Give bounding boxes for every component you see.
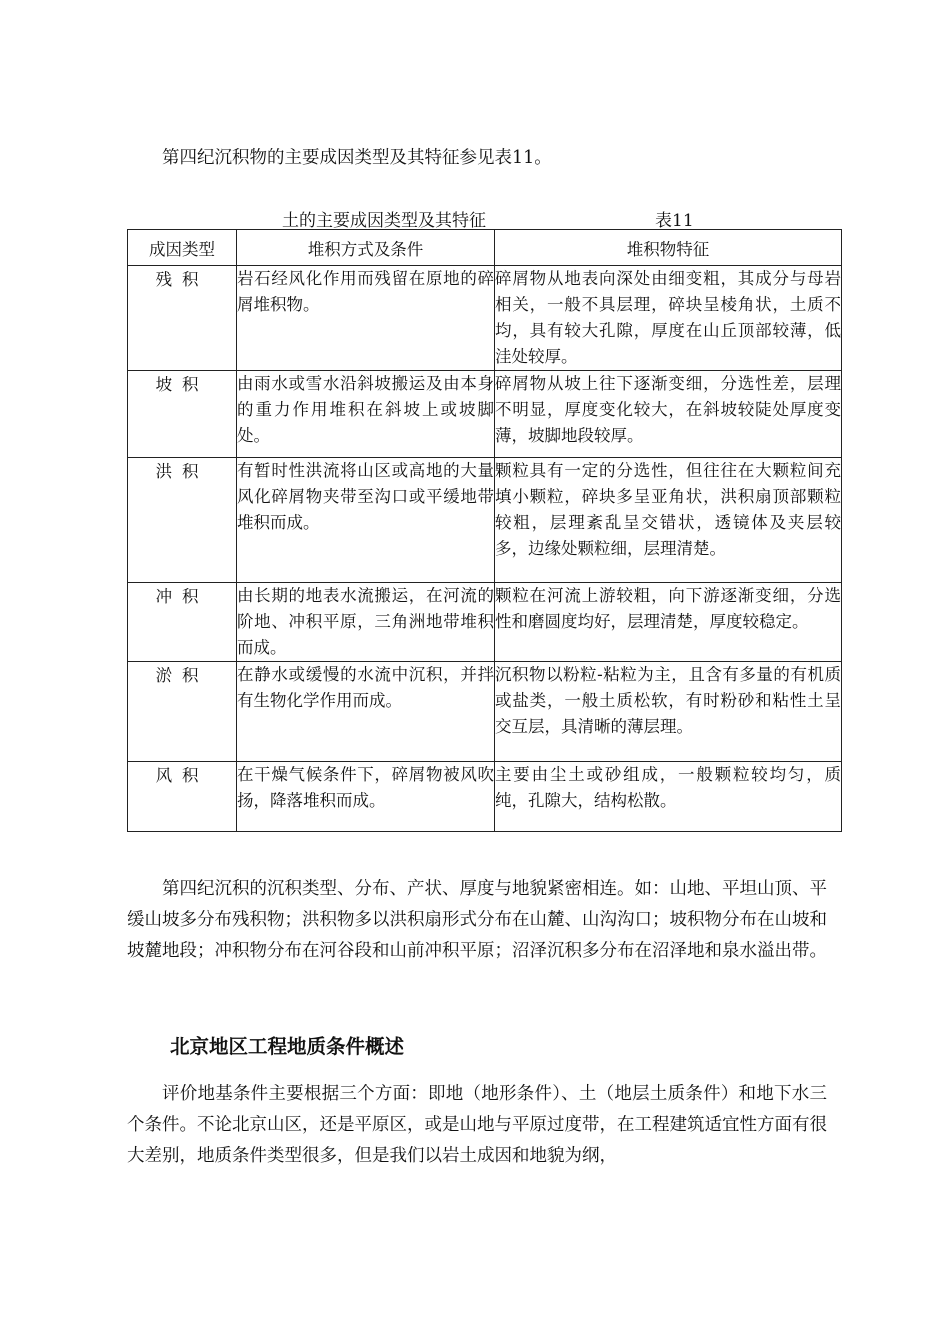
section-heading: 北京地区工程地质条件概述	[170, 1035, 405, 1058]
table-row	[128, 762, 842, 832]
table-row	[128, 662, 842, 762]
row-condition: 由雨水或雪水沿斜坡搬运及由本身的重力作用堆积在斜坡上或坡脚处。	[237, 371, 495, 458]
table-row	[128, 371, 842, 458]
row-feature: 沉积物以粉粒-粘粒为主，且含有多量的有机质或盐类，一般土质松软，有时粉砂和粘性土呈交互层，具清晰的薄层理。	[495, 662, 842, 762]
row-feature: 颗粒具有一定的分选性，但往往在大颗粒间充填小颗粒，碎块多呈亚角状，洪积扇顶部颗粒较粗，层理紊乱呈交错状，透镜体及夹层较多，边缘处颗粒细，层理清楚。	[495, 458, 842, 583]
sediment-types-table	[127, 229, 842, 832]
row-type: 冲积	[128, 583, 237, 662]
row-condition: 有暂时性洪流将山区或高地的大量风化碎屑物夹带至沟口或平缓地带堆积而成。	[237, 458, 495, 583]
row-condition: 在静水或缓慢的水流中沉积，并拌有生物化学作用而成。	[237, 662, 495, 762]
header-accumulation-condition: 堆积方式及条件	[237, 230, 495, 266]
row-feature: 主要由尘土或砂组成，一般颗粒较均匀，质纯，孔隙大，结构松散。	[495, 762, 842, 832]
row-condition: 岩石经风化作用而残留在原地的碎屑堆积物。	[237, 266, 495, 371]
table-header-row	[128, 230, 842, 266]
row-feature: 碎屑物从坡上往下逐渐变细，分选性差，层理不明显，厚度变化较大，在斜坡较陡处厚度变薄，坡脚地段较厚。	[495, 371, 842, 458]
row-type: 残积	[128, 266, 237, 371]
distribution-paragraph: 第四纪沉积的沉积类型、分布、产状、厚度与地貌紧密相连。如：山地、平坦山顶、平缓山坡多分布残积物；洪积物多以洪积扇形式分布在山麓、山沟沟口；坡积物分布在山坡和坡麓地段；冲积物分布在河谷段和山前冲积平原；沼泽沉积多分布在沼泽地和泉水溢出带。	[127, 879, 827, 961]
row-feature: 颗粒在河流上游较粗，向下游逐渐变细，分选性和磨圆度均好，层理清楚，厚度较稳定。	[495, 583, 842, 662]
row-type: 淤积	[128, 662, 237, 762]
table-caption-number: 表11	[655, 211, 694, 231]
row-type: 洪积	[128, 458, 237, 583]
row-feature: 碎屑物从地表向深处由细变粗，其成分与母岩相关，一般不具层理，碎块呈棱角状，土质不均，具有较大孔隙，厚度在山丘顶部较薄，低洼处较厚。	[495, 266, 842, 371]
row-type: 坡积	[128, 371, 237, 458]
header-genetic-type: 成因类型	[128, 230, 237, 266]
table-row	[128, 458, 842, 583]
row-type: 风积	[128, 762, 237, 832]
table-row	[128, 266, 842, 371]
foundation-paragraph: 评价地基条件主要根据三个方面：即地（地形条件）、土（地层土质条件）和地下水三个条件。不论北京山区，还是平原区，或是山地与平原过度带，在工程建筑适宜性方面有很大差别，地质条件类型很多，但是我们以岩土成因和地貌为纲，	[127, 1084, 827, 1166]
header-deposit-feature: 堆积物特征	[495, 230, 842, 266]
table-caption	[127, 206, 841, 230]
table-caption-title: 土的主要成因类型及其特征	[282, 211, 486, 231]
row-condition: 在干燥气候条件下，碎屑物被风吹扬，降落堆积而成。	[237, 762, 495, 832]
intro-paragraph: 第四纪沉积物的主要成因类型及其特征参见表11。	[162, 148, 552, 168]
table-row	[128, 583, 842, 662]
row-condition: 由长期的地表水流搬运，在河流的阶地、冲积平原，三角洲地带堆积而成。	[237, 583, 495, 662]
